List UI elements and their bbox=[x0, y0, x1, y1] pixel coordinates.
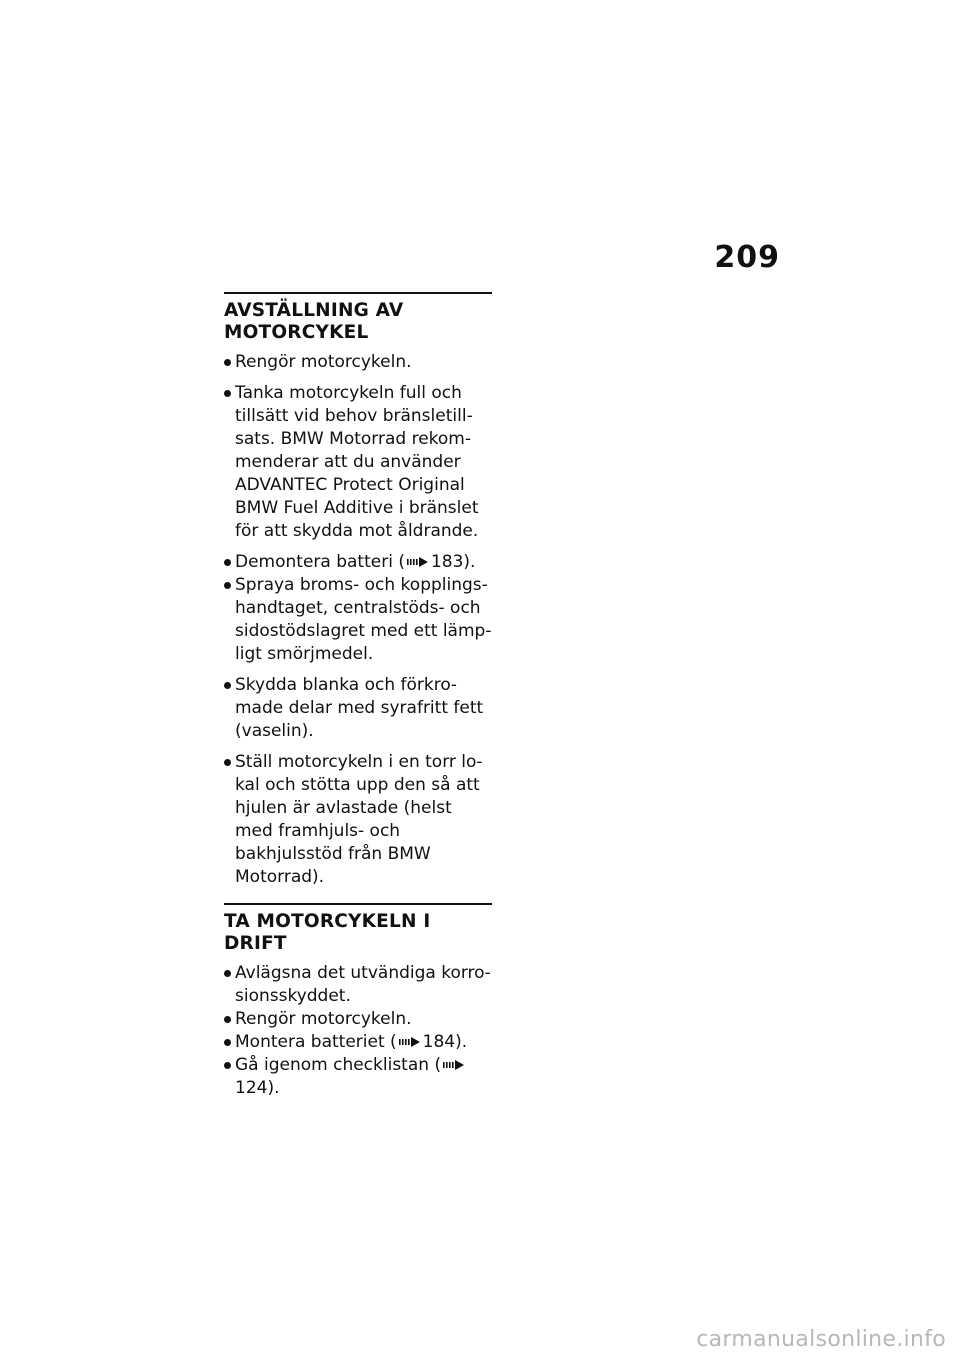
watermark: carmanualsonline.info bbox=[696, 1327, 946, 1352]
page-reference[interactable]: 183 bbox=[430, 552, 464, 572]
section-return-to-use bbox=[224, 903, 492, 1100]
list-item: Rengör motorcykeln. bbox=[224, 1008, 492, 1031]
page-number: 209 bbox=[714, 240, 780, 275]
bullet-list bbox=[224, 962, 492, 1100]
content-column bbox=[224, 292, 492, 1114]
page-reference-arrow-icon bbox=[407, 556, 429, 568]
list-item: Gå igenom checklistan (124). bbox=[224, 1054, 492, 1100]
list-item: Rengör motorcykeln. bbox=[224, 351, 492, 374]
list-item-text: Demontera batteri ( bbox=[235, 552, 405, 572]
section-divider bbox=[224, 292, 492, 294]
bullet-list bbox=[224, 351, 492, 889]
page-reference[interactable]: 184 bbox=[422, 1032, 456, 1052]
list-item: Avlägsna det utvändiga korrosionsskyddet. bbox=[224, 962, 492, 1008]
page-reference[interactable]: 124 bbox=[235, 1078, 268, 1098]
section-divider bbox=[224, 903, 492, 905]
list-item: Tanka motorcykeln full och tillsätt vid behov bränsletillsats. BMW Motorrad rekommenderar att du använder ADVANTEC Protect Original BMW Fuel Additive i bränslet för att skydda mot åldrande. bbox=[224, 382, 492, 543]
section-storage bbox=[224, 292, 492, 889]
list-item-text: Montera batteriet ( bbox=[235, 1032, 397, 1052]
page-reference-arrow-icon bbox=[443, 1059, 465, 1071]
section-heading: AVSTÄLLNING AV MOTORCYKEL bbox=[224, 300, 404, 343]
list-item: Ställ motorcykeln i en torr lokal och stötta upp den så att hjulen är avlastade (helst med framhjuls- och bakhjulsstöd från BMW Motorrad). bbox=[224, 751, 492, 889]
list-item-text: Gå igenom checklistan ( bbox=[235, 1055, 442, 1075]
page-reference-arrow-icon bbox=[399, 1036, 421, 1048]
list-item: Spraya broms- och kopplingshandtaget, centralstöds- och sidostödslagret med ett lämpligt smörjmedel. bbox=[224, 574, 492, 666]
list-item: Skydda blanka och förkromade delar med syrafritt fett (vaselin). bbox=[224, 674, 492, 743]
list-item: Demontera batteri ( 183). bbox=[224, 551, 492, 574]
list-item: Montera batteriet ( 184). bbox=[224, 1031, 492, 1054]
section-heading: TA MOTORCYKELN I DRIFT bbox=[224, 911, 431, 954]
